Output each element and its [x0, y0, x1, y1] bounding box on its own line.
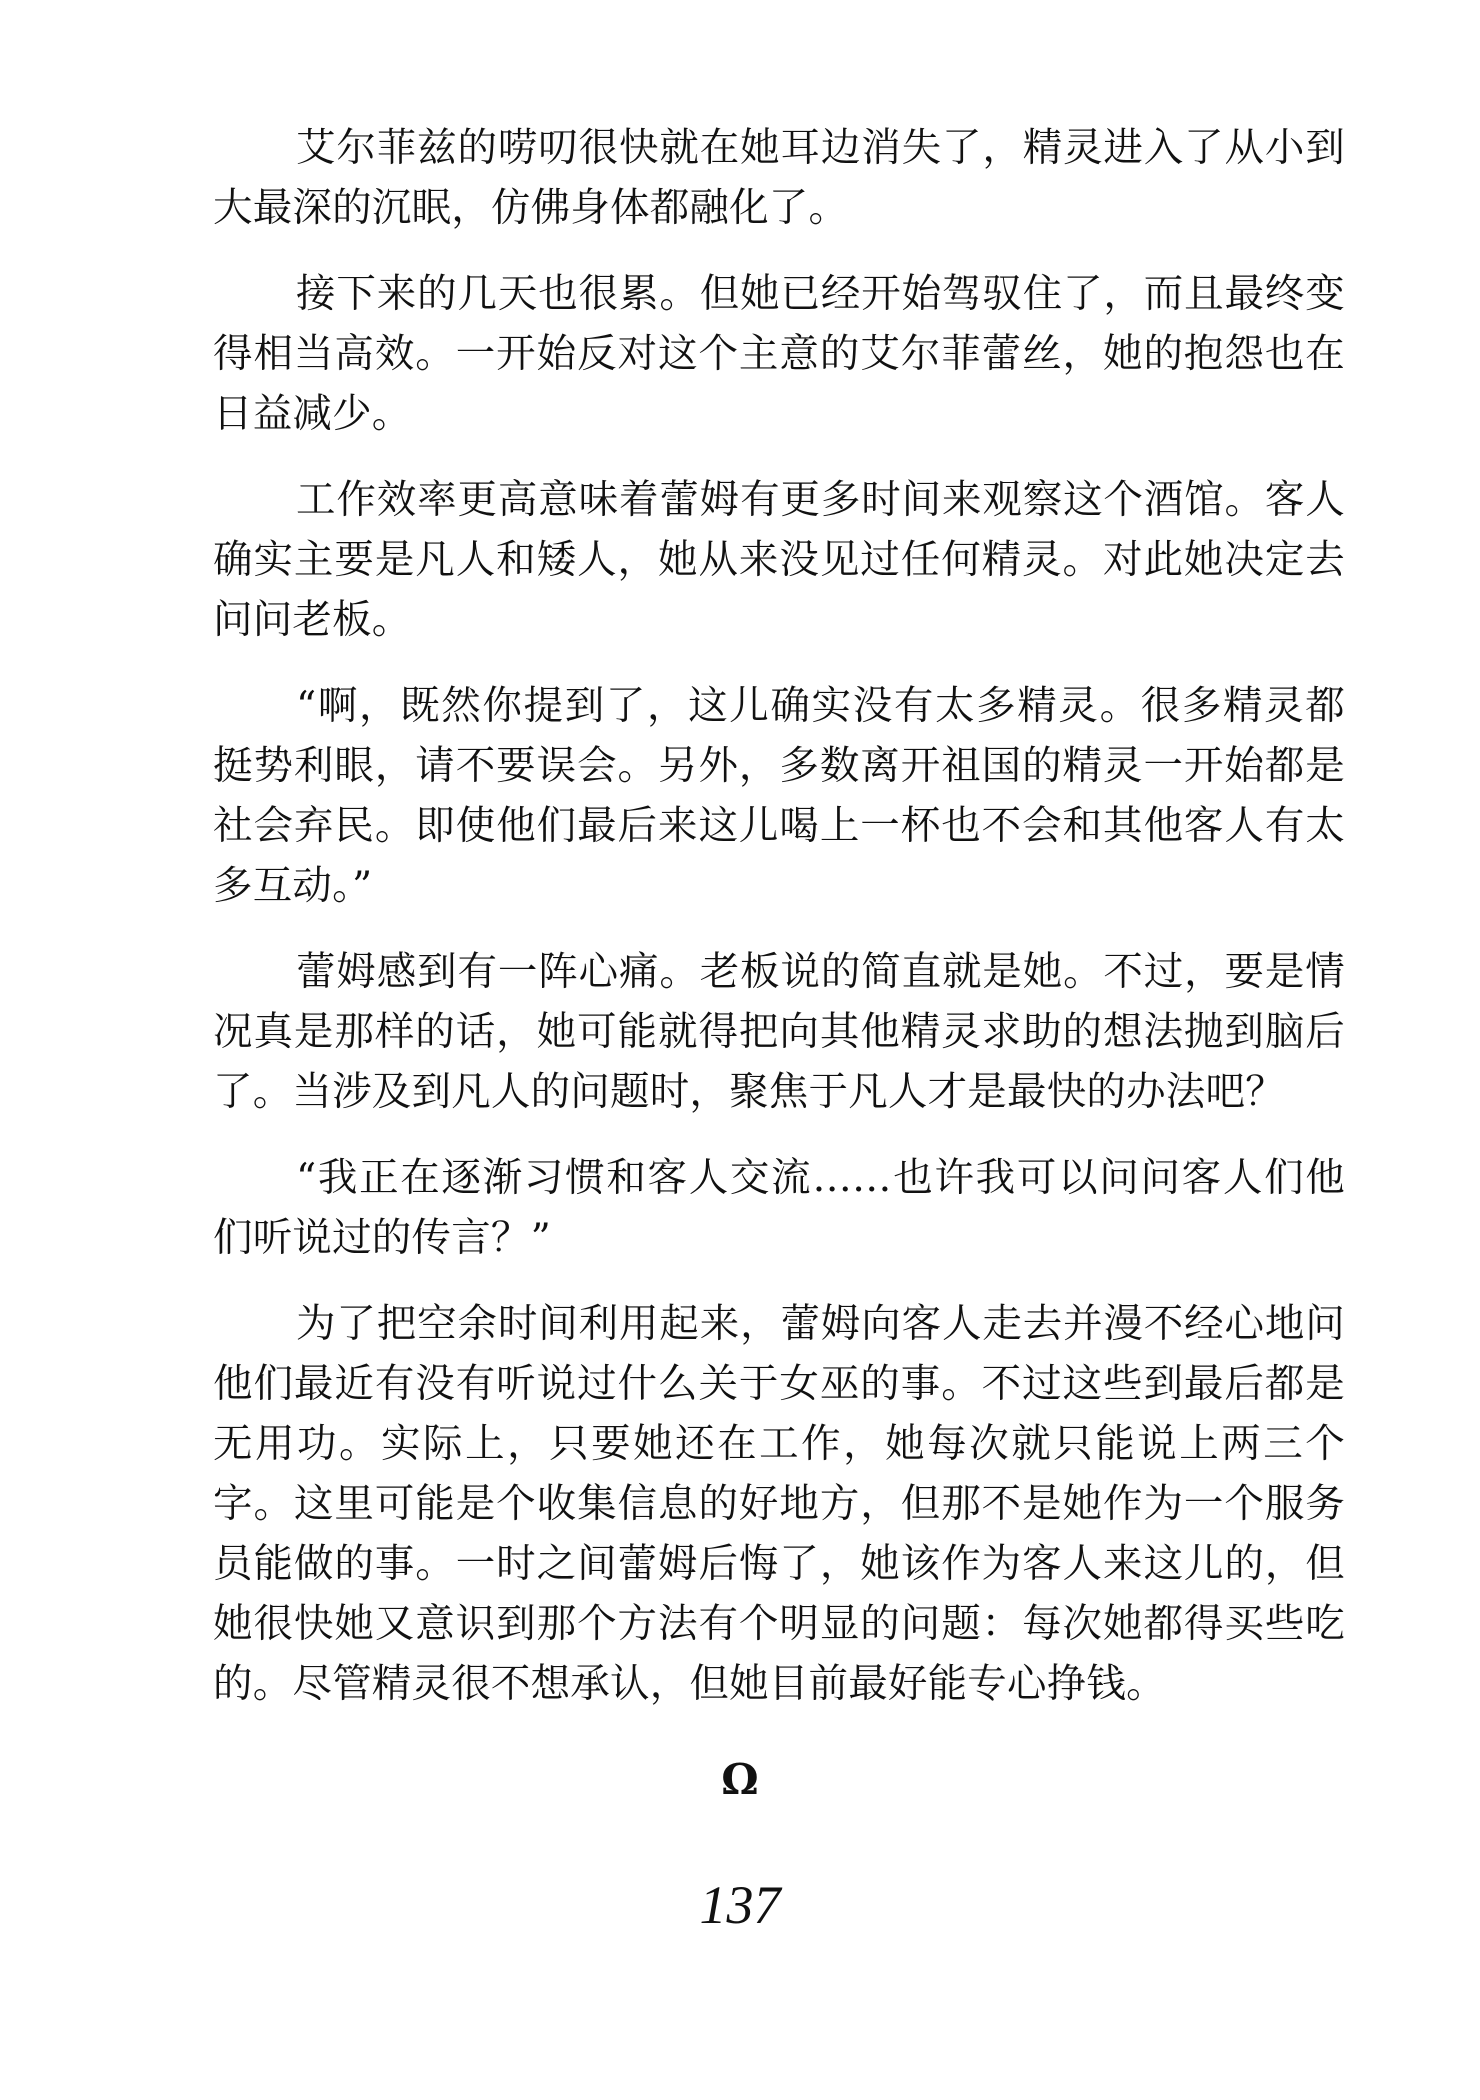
paragraph-4: “啊，既然你提到了，这儿确实没有太多精灵。很多精灵都挺势利眼，请不要误会。另外，多数离开祖国的精灵一开始都是社会弃民。即使他们最后来这儿喝上一杯也不会和其他客人有太多互动。” [213, 683, 1345, 909]
paragraph-6: “我正在逐渐习惯和客人交流……也许我可以问问客人们他们听说过的传言？” [213, 1155, 1345, 1261]
paragraph-7: 为了把空余时间利用起来，蕾姆向客人走去并漫不经心地问他们最近有没有听说过什么关于女巫的事。不过这些到最后都是无用功。实际上，只要她还在工作，她每次就只能说上两三个字。这里可能是个收集信息的好地方，但那不是她作为一个服务员能做的事。一时之间蕾姆后悔了，她该作为客人来这儿的，但她很快她又意识到那个方法有个明显的问题：每次她都得买些吃的。尽管精灵很不想承认，但她目前最好能专心挣钱。 [213, 1301, 1345, 1707]
paragraph-5: 蕾姆感到有一阵心痛。老板说的简直就是她。不过，要是情况真是那样的话，她可能就得把向其他精灵求助的想法抛到脑后了。当涉及到凡人的问题时，聚焦于凡人才是最快的办法吧？ [213, 949, 1345, 1115]
section-separator: Ω [721, 1755, 759, 1804]
paragraph-1: 艾尔菲兹的唠叨很快就在她耳边消失了，精灵进入了从小到大最深的沉眠，仿佛身体都融化了。 [213, 125, 1345, 231]
paragraph-2: 接下来的几天也很累。但她已经开始驾驭住了，而且最终变得相当高效。一开始反对这个主意的艾尔菲蕾丝，她的抱怨也在日益减少。 [213, 271, 1345, 437]
page-body [213, 118, 1345, 1740]
paragraph-3: 工作效率更高意味着蕾姆有更多时间来观察这个酒馆。客人确实主要是凡人和矮人，她从来没见过任何精灵。对此她决定去问问老板。 [213, 477, 1345, 643]
page-number: 137 [699, 1875, 781, 1935]
